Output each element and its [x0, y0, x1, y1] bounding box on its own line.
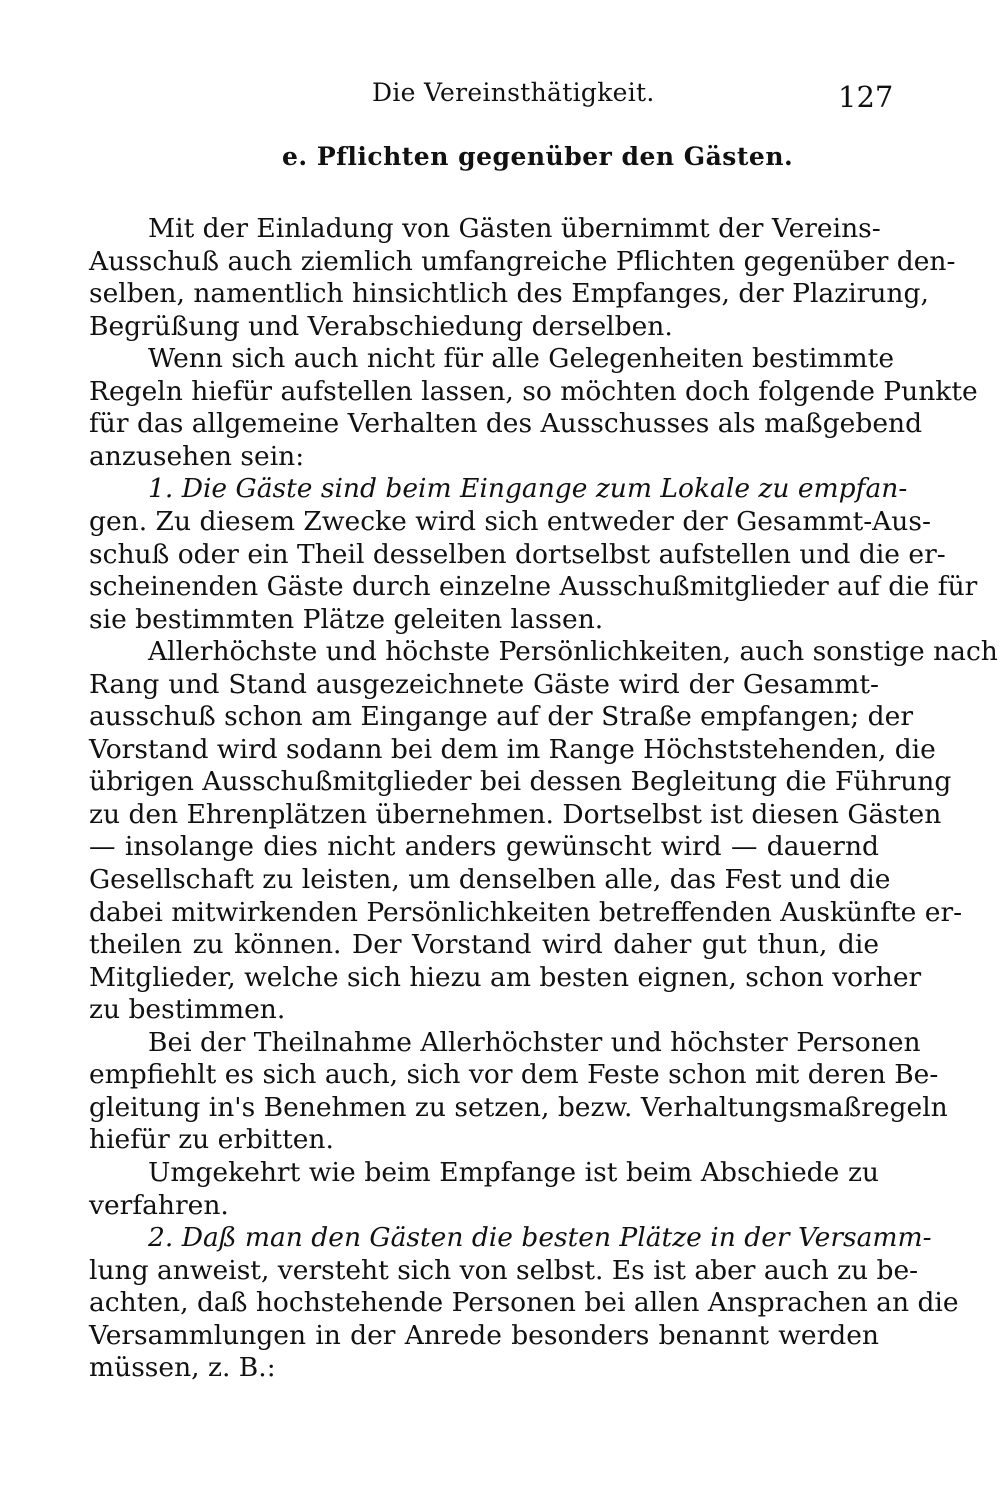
text-line: ausschuß schon am Eingange auf der Straße empfangen; der — [89, 701, 913, 733]
text-line: lung anweist, versteht sich von selbst. Es ist aber auch zu be- — [89, 1254, 919, 1286]
text-line: sie bestimmten Plätze geleiten lassen. — [89, 603, 604, 635]
text-line: gen. Zu diesem Zwecke wird sich entweder der Gesammt-Aus- — [89, 505, 931, 537]
text-line: Ausschuß auch ziemlich umfangreiche Pflichten gegenüber den- — [89, 245, 956, 277]
text-line: Bei der Theilnahme Allerhöchster und höchster Personen — [148, 1026, 921, 1058]
text-line: Vorstand wird sodann bei dem im Range Höchststehenden, die — [89, 733, 936, 765]
text-line: müssen, z. B.: — [89, 1352, 276, 1384]
text-line: Allerhöchste und höchste Persönlichkeiten, auch sonstige nach — [148, 636, 998, 668]
text-line: zu bestimmen. — [89, 994, 286, 1026]
text-line: 1. Die Gäste sind beim Eingange zum Lokale zu empfan- — [148, 473, 908, 505]
text-line: dabei mitwirkenden Persönlichkeiten betreffenden Auskünfte er- — [89, 896, 963, 928]
text-line: Mit der Einladung von Gästen übernimmt der Vereins- — [148, 213, 881, 244]
text-line: 2. Daß man den Gästen die besten Plätze in der Versamm- — [148, 1222, 932, 1254]
text-line: Gesellschaft zu leisten, um denselben alle, das Fest und die — [89, 864, 891, 895]
text-line: Begrüßung und Verabschiedung derselben. — [89, 310, 673, 342]
text-line: Mitglieder, welche sich hiezu am besten eignen, schon vorher — [89, 961, 922, 993]
text-line: zu den Ehrenplätzen übernehmen. Dortselbst ist diesen Gästen — [89, 798, 942, 830]
text-line: gleitung in's Benehmen zu setzen, bezw. Verhaltungsmaßregeln — [89, 1091, 948, 1123]
text-line: für das allgemeine Verhalten des Ausschusses als maßgebend — [89, 408, 923, 440]
text-line: theilen zu können. Der Vorstand wird daher gut thun, die — [89, 929, 879, 961]
page-number: 127 — [838, 80, 894, 114]
text-line: schuß oder ein Theil desselben dortselbst aufstellen und die er- — [89, 538, 946, 570]
text-line: verfahren. — [89, 1189, 229, 1221]
text-line: scheinenden Gäste durch einzelne Ausschußmitglieder auf die für — [89, 571, 978, 603]
text-line: hiefür zu erbitten. — [89, 1124, 334, 1156]
text-line: — insolange dies nicht anders gewünscht wird — dauernd — [89, 831, 879, 863]
text-line: Wenn sich auch nicht für alle Gelegenheiten bestimmte — [148, 343, 894, 375]
text-line: Umgekehrt wie beim Empfange ist beim Abschiede zu — [148, 1156, 879, 1188]
text-line: achten, daß hochstehende Personen bei allen Ansprachen an die — [89, 1287, 959, 1319]
text-line: Rang und Stand ausgezeichnete Gäste wird der Gesammt- — [89, 668, 879, 700]
text-line: selben, namentlich hinsichtlich des Empfanges, der Plazirung, — [89, 278, 929, 310]
section-title: e. Pflichten gegenüber den Gästen. — [282, 142, 794, 171]
text-line: anzusehen sein: — [89, 440, 305, 472]
text-line: übrigen Ausschußmitglieder bei dessen Begleitung die Führung — [89, 766, 952, 798]
text-line: empfiehlt es sich auch, sich vor dem Feste schon mit deren Be- — [89, 1059, 939, 1091]
text-line: Versammlungen in der Anrede besonders benannt werden — [89, 1319, 879, 1351]
text-line: Regeln hiefür aufstellen lassen, so möchten doch folgende Punkte — [89, 375, 978, 407]
running-head: Die Vereinsthätigkeit. — [372, 78, 655, 107]
